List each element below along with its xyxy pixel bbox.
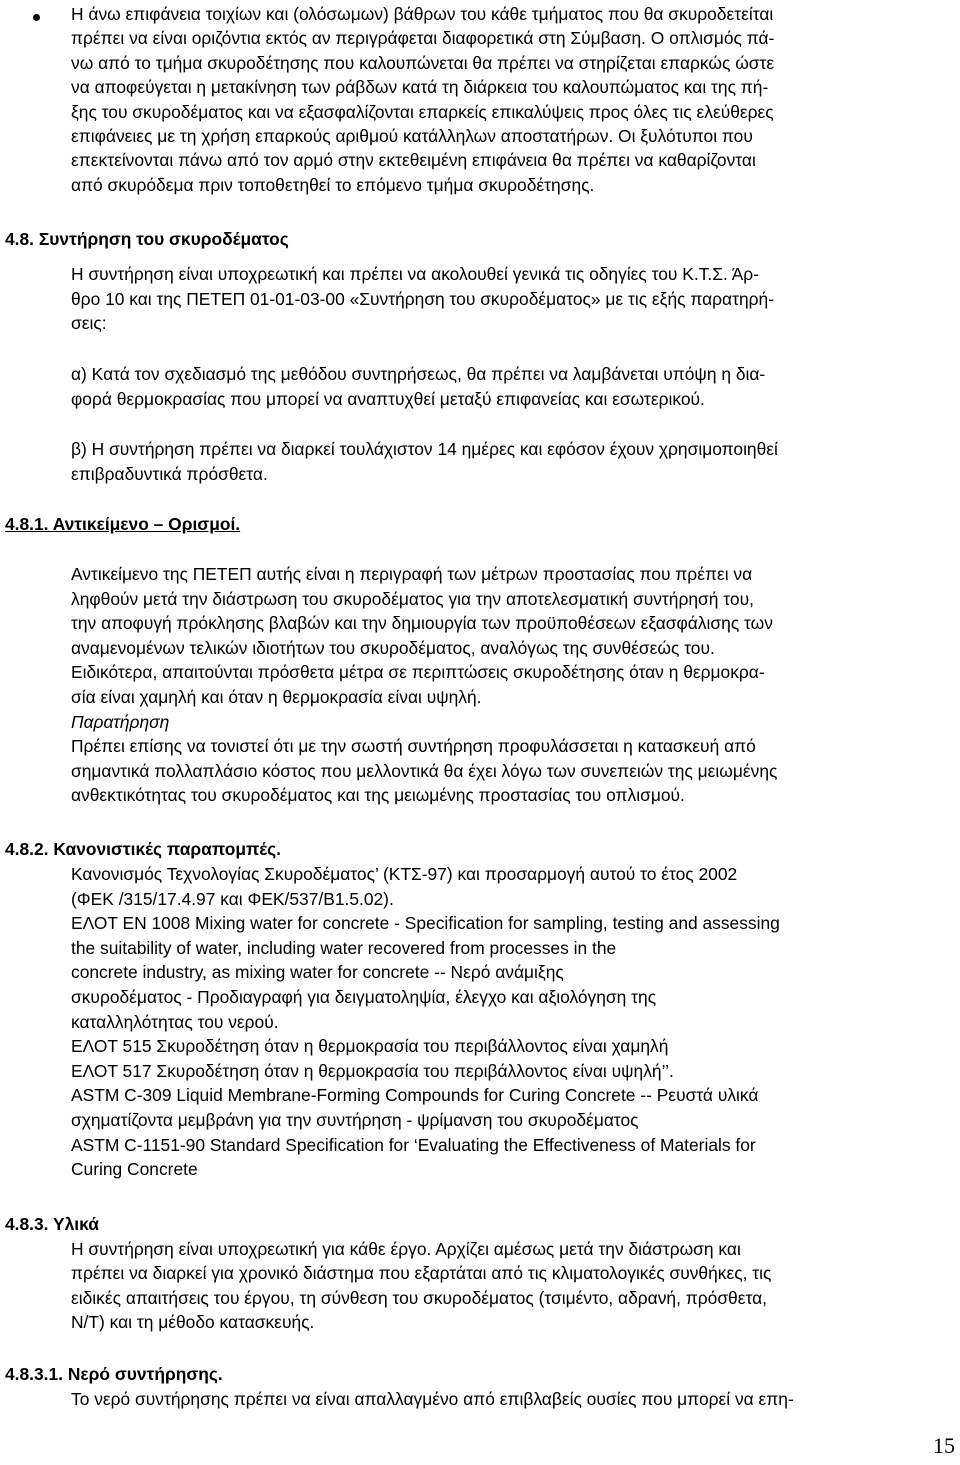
text-line: ανθεκτικότητας του σκυροδέματος και της μειωμένης προστασίας του οπλισμού. [71,785,685,806]
text-line: β) Η συντήρηση πρέπει να διαρκεί τουλάχιστον 14 ημέρες και εφόσον έχουν χρησιμοποιηθεί [71,439,778,459]
text-line: ΕΛΟΤ 515 Σκυροδέτηση όταν η θερμοκρασία του περιβάλλοντος είναι χαμηλή [71,1036,669,1057]
section-heading-4-8-2: 4.8.2. Κανονιστικές παραπομπές. [5,839,281,859]
text-line: νω από το τμήμα σκυροδέτησης που καλουπώνεται θα πρέπει να στηρίζεται επαρκώς ώστε [71,52,775,73]
text-line: πρέπει να είναι οριζόντια εκτός αν περιγράφεται διαφορετικά στη Σύμβαση. Ο οπλισμός πά- [71,28,775,49]
text-line: θρο 10 και της ΠΕΤΕΠ 01-01-03-00 «Συντήρηση του σκυροδέματος» με τις εξής παρατηρή- [71,288,775,309]
text-line: σεις: [71,313,107,333]
text-line: concrete industry, as mixing water for concrete -- Νερό ανάμιξης [71,962,564,983]
text-line: την αποφυγή πρόκλησης βλαβών και την δημιουργία των προϋποθέσεων εξασφάλισης των [71,613,773,634]
text-line: πρέπει να διαρκεί για χρονικό διάστημα που εξαρτάται από τις κλιματολογικές συνθήκες, τις [71,1263,772,1284]
section-heading-4-8: 4.8. Συντήρηση του σκυροδέματος [5,229,289,249]
section-4-8-1-body [71,562,956,808]
text-line: Κανονισμός Τεχνολογίας Σκυροδέματος’ (ΚΤΣ-97) και προσαρμογή αυτού το έτος 2002 [71,864,738,884]
text-line: σκυροδέματος - Προδιαγραφή για δειγματοληψία, έλεγχο και αξιολόγηση της [71,986,657,1007]
page-number: 15 [933,1433,955,1458]
text-line: ASTM C-309 Liquid Membrane-Forming Compounds for Curing Concrete -- Ρευστά υλικά [71,1085,759,1106]
text-line: φορά θερμοκρασίας που μπορεί να αναπτυχθεί μεταξύ επιφανείας και εσωτερικού. [71,388,705,409]
text-line: επεκτείνονται πάνω από τον αρμό στην εκτεθειμένη επιφάνεια θα πρέπει να καθαρίζονται [71,150,756,171]
text-line: Η συντήρηση είναι υποχρεωτική και πρέπει να ακολουθεί γενικά τις οδηγίες του Κ.Τ.Σ. Άρ- [71,264,759,284]
text-line: ASTM C-1151-90 Standard Specification for ‘Evaluating the Effectiveness of Materials for [71,1134,756,1155]
section-4-8-3-1-body [71,1387,956,1412]
text-line: α) Κατά τον σχεδιασμό της μεθόδου συντηρήσεως, θα πρέπει να λαμβάνεται υπόψη η δια- [71,364,766,384]
section-heading-4-8-3-1: 4.8.3.1. Νερό συντήρησης. [5,1364,223,1384]
text-line: ειδικές απαιτήσεις του έργου, τη σύνθεση του σκυροδέματος (τσιμέντο, αδρανή, πρόσθετα, [71,1287,767,1308]
bullet-paragraph-text [71,2,953,197]
section-heading-4-8-1-text: 4.8.1. Αντικείμενο – Ορισμοί. [5,514,241,534]
text-line: the suitability of water, including water recovered from processes in the [71,937,617,958]
text-line: Η συντήρηση είναι υποχρεωτική για κάθε έργο. Αρχίζει αμέσως μετά την διάστρωση και [71,1239,741,1259]
text-line: επιφάνειες με τη χρήση επαρκούς αριθμού κατάλληλων αποστατήρων. Οι ξυλότυποι που [71,126,753,147]
section-4-8-item-a [71,362,956,411]
text-line: ΕΛΟΤ ΕΝ 1008 Mixing water for concrete - Specification for sampling, testing and assessing [71,913,780,934]
section-heading-4-8-1 [5,512,240,536]
text-line: Η άνω επιφάνεια τοιχίων και (ολόσωμων) βάθρων του κάθε τμήματος που θα σκυροδετείται [71,4,774,24]
bullet-icon [33,14,40,21]
text-line: αναμενομένων τελικών ιδιοτήτων του σκυροδέματος, αναλόγως της συνθέσεώς του. [71,637,715,658]
text-line: από σκυρόδεμα πριν τοποθετηθεί το επόμενο τμήμα σκυροδέτησης. [71,174,595,195]
text-line: καταλληλότητας του νερού. [71,1011,279,1032]
text-line: σχηματίζοντα μεμβράνη για την συντήρηση - ψρίμανση του σκυροδέματος [71,1109,639,1130]
text-line: ξης του σκυροδέματος και να εξασφαλίζονται επαρκείς επικαλύψεις προς όλες τις ελεύθερες [71,101,774,122]
text-line: σημαντικά πολλαπλάσιο κόστος που μελλοντικά θα έχει λόγω των συνεπειών της μειωμένης [71,760,778,781]
section-heading-4-8-3: 4.8.3. Υλικά [5,1214,99,1234]
text-line: Ν/Τ) και τη μέθοδο κατασκευής. [71,1311,315,1332]
text-line: Ειδικότερα, απαιτούνται πρόσθετα μέτρα σε περιπτώσεις σκυροδέτησης όταν η θερμοκρα- [71,662,765,683]
text-line: Το νερό συντήρησης πρέπει να είναι απαλλαγμένο από επιβλαβείς ουσίες που μπορεί να επη- [71,1389,794,1409]
text-line: (ΦΕΚ /315/17.4.97 και ΦΕΚ/537/Β1.5.02). [71,888,394,909]
text-line: Curing Concrete [71,1159,198,1180]
text-line: επιβραδυντικά πρόσθετα. [71,463,268,484]
text-line: ληφθούν μετά την διάστρωση του σκυροδέματος για την αποτελεσματική συντήρησή του, [71,588,754,609]
text-line: να αποφεύγεται η μετακίνηση των ράβδων κατά τη διάρκεια του καλουπώματος και της πή- [71,77,769,98]
bullet-paragraph [33,2,953,197]
section-4-8-3-body [71,1237,956,1334]
text-line: Αντικείμενο της ΠΕΤΕΠ αυτής είναι η περιγραφή των μέτρων προστασίας που πρέπει να [71,564,753,584]
section-4-8-item-b [71,437,956,486]
note-label: Παρατήρηση [71,711,170,732]
section-4-8-intro [71,262,956,336]
section-4-8-2-body [71,862,956,1182]
text-line: Πρέπει επίσης να τονιστεί ότι με την σωστή συντήρηση προφυλάσσεται η κατασκευή από [71,736,756,757]
text-line: σία είναι χαμηλή και όταν η θερμοκρασία είναι υψηλή. [71,686,482,707]
text-line: ΕΛΟΤ 517 Σκυροδέτηση όταν η θερμοκρασία του περιβάλλοντος είναι υψηλή’’. [71,1060,674,1081]
